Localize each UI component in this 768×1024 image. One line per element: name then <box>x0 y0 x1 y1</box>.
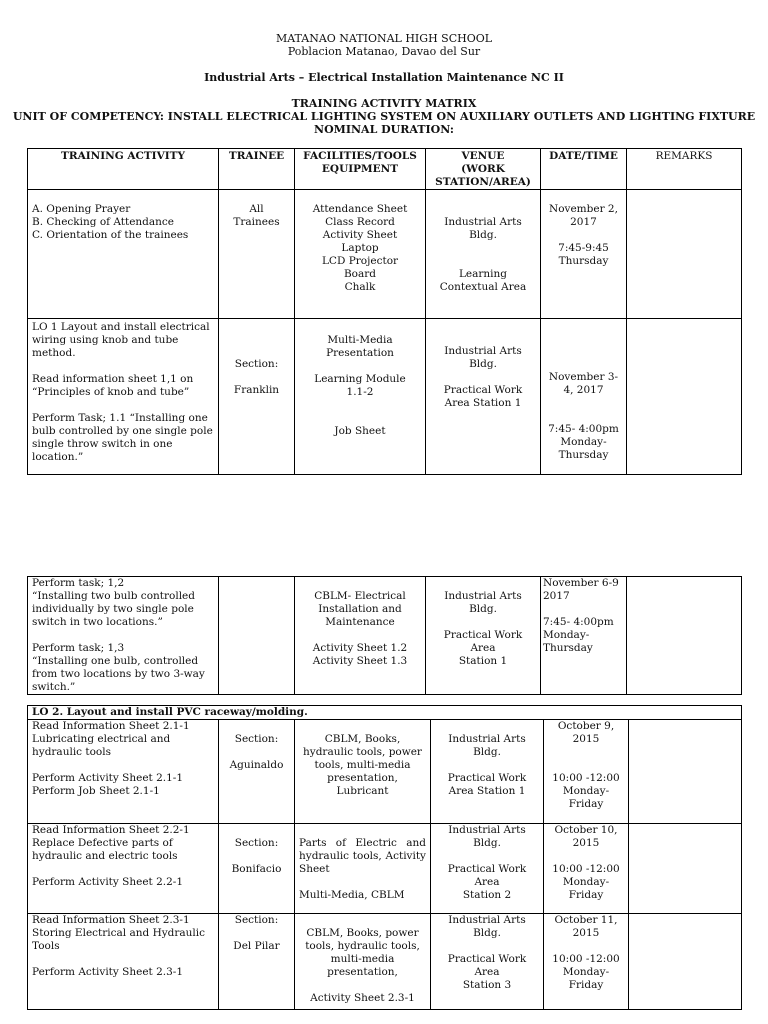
date-time-cell: October 10, 2015 10:00 -12:00 Monday- Friday <box>544 824 629 914</box>
col-training-activity: TRAINING ACTIVITY <box>28 149 219 190</box>
trainee-cell: All Trainees <box>219 190 295 319</box>
date-time-cell: November 3- 4, 2017 7:45- 4:00pm Monday- Thursday <box>541 319 627 475</box>
col-trainee: TRAINEE <box>219 149 295 190</box>
remarks-cell <box>627 319 742 475</box>
activity-matrix-table-2 <box>27 576 742 695</box>
venue-cell: Industrial Arts Bldg. Practical Work Area Station 1 <box>426 577 541 695</box>
col-venue: VENUE (WORK STATION/AREA) <box>426 149 541 190</box>
document-title: TRAINING ACTIVITY MATRIX <box>291 97 477 110</box>
remarks-cell <box>627 577 742 695</box>
table-row <box>28 190 742 319</box>
activity-cell: Perform task; 1,2 “Installing two bulb controlled individually by two single pole switch in two locations.” Perform task; 1,3 “Installing one bulb, controlled from two locations by two 3-way switch.” <box>28 577 219 695</box>
date-time-cell: November 6-9 2017 7:45- 4:00pm Monday- Thursday <box>541 577 627 695</box>
school-name: MATANAO NATIONAL HIGH SCHOOL <box>275 32 493 45</box>
facilities-cell: Multi-Media Presentation Learning Module 1.1-2 Job Sheet <box>295 319 426 475</box>
activity-cell: A. Opening Prayer B. Checking of Attendance C. Orientation of the trainees <box>28 190 219 319</box>
table-header-row <box>28 149 742 190</box>
venue-cell: Industrial Arts Bldg. Learning Contextual Area <box>426 190 541 319</box>
facilities-cell: Attendance Sheet Class Record Activity Sheet Laptop LCD Projector Board Chalk <box>295 190 426 319</box>
activity-cell: Read Information Sheet 2.3-1 Storing Electrical and Hydraulic Tools Perform Activity Sheet 2.3-1 <box>28 914 219 1010</box>
col-date-time: DATE/TIME <box>541 149 627 190</box>
facilities-cell: CBLM, Books, power tools, hydraulic tools, multi-media presentation, Activity Sheet 2.3-1 <box>295 914 431 1010</box>
date-time-cell: October 11, 2015 10:00 -12:00 Monday- Friday <box>544 914 629 1010</box>
program-title: Industrial Arts – Electrical Installation Maintenance NC II <box>204 71 564 84</box>
table-row <box>28 720 742 824</box>
venue-cell: Industrial Arts Bldg. Practical Work Area Station 3 <box>431 914 544 1010</box>
activity-cell: LO 1 Layout and install electrical wiring using knob and tube method. Read information sheet 1,1 on “Principles of knob and tube” Perform Task; 1.1 “Installing one bulb controlled by one single pole single throw switch in one location.” <box>28 319 219 475</box>
col-facilities: FACILITIES/TOOLS EQUIPMENT <box>295 149 426 190</box>
nominal-duration: NOMINAL DURATION: <box>314 123 454 136</box>
remarks-cell <box>629 824 742 914</box>
date-time-cell: November 2, 2017 7:45-9:45 Thursday <box>541 190 627 319</box>
lo2-heading: LO 2. Layout and install PVC raceway/molding. <box>28 706 742 720</box>
venue-cell: Industrial Arts Bldg. Practical Work Area Station 2 <box>431 824 544 914</box>
remarks-cell <box>629 914 742 1010</box>
col-remarks: REMARKS <box>627 149 742 190</box>
unit-of-competency: UNIT OF COMPETENCY: INSTALL ELECTRICAL LIGHTING SYSTEM ON AUXILIARY OUTLETS AND LIGHTING FIXTURE <box>12 110 756 123</box>
trainee-cell: Section: Aguinaldo <box>219 720 295 824</box>
trainee-cell <box>219 577 295 695</box>
trainee-cell: Section: Del Pilar <box>219 914 295 1010</box>
venue-cell: Industrial Arts Bldg. Practical Work Area Station 1 <box>431 720 544 824</box>
trainee-cell: Section: Franklin <box>219 319 295 475</box>
activity-cell: Read Information Sheet 2.1-1 Lubricating electrical and hydraulic tools Perform Activity Sheet 2.1-1 Perform Job Sheet 2.1-1 <box>28 720 219 824</box>
table-row <box>28 577 742 695</box>
activity-matrix-table-1 <box>27 148 742 475</box>
remarks-cell <box>629 720 742 824</box>
trainee-cell: Section: Bonifacio <box>219 824 295 914</box>
table-row <box>28 914 742 1010</box>
activity-cell: Read Information Sheet 2.2-1 Replace Defective parts of hydraulic and electric tools Perform Activity Sheet 2.2-1 <box>28 824 219 914</box>
table-row <box>28 824 742 914</box>
activity-matrix-table-lo2 <box>27 705 742 1010</box>
facilities-cell: CBLM- Electrical Installation and Maintenance Activity Sheet 1.2 Activity Sheet 1.3 <box>295 577 426 695</box>
date-time-cell: October 9, 2015 10:00 -12:00 Monday- Friday <box>544 720 629 824</box>
facilities-cell: Parts of Electric and hydraulic tools, Activity Sheet Multi-Media, CBLM <box>295 824 431 914</box>
remarks-cell <box>627 190 742 319</box>
venue-cell: Industrial Arts Bldg. Practical Work Area Station 1 <box>426 319 541 475</box>
school-address: Poblacion Matanao, Davao del Sur <box>287 45 481 58</box>
table-row <box>28 319 742 475</box>
lo2-heading-row <box>28 706 742 720</box>
facilities-cell: CBLM, Books, hydraulic tools, power tools, multi-media presentation, Lubricant <box>295 720 431 824</box>
